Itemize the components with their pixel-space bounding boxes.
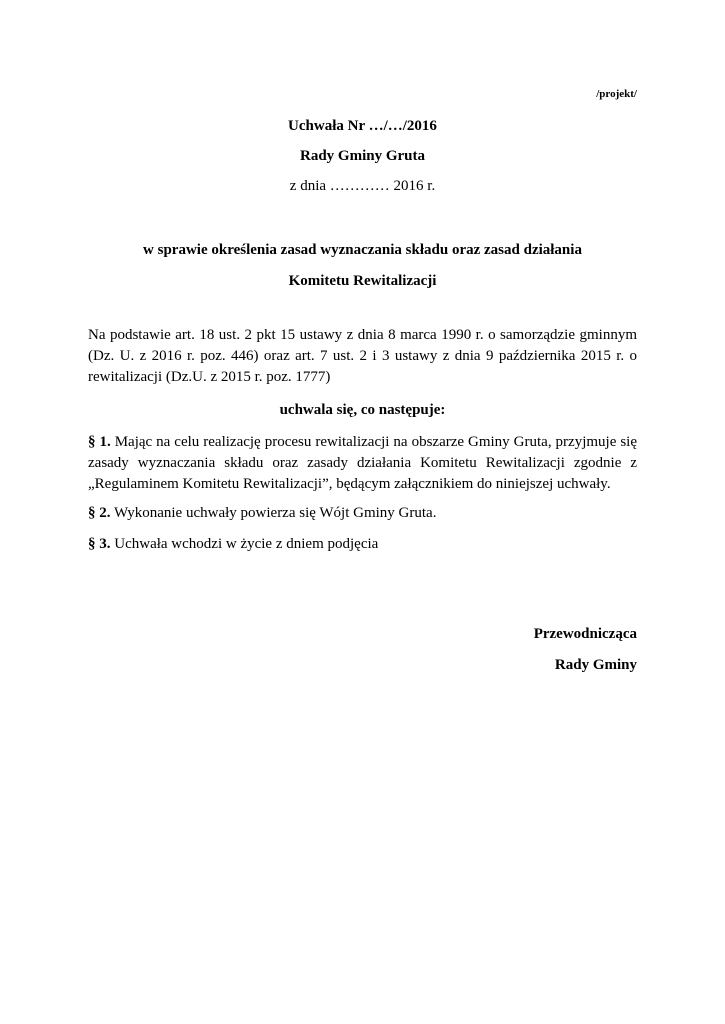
legal-basis-paragraph [88,325,637,388]
subject-line-2: Komitetu Rewitalizacji [288,273,437,289]
section-1-line [88,432,637,453]
section-1-line: „Regulaminem Komitetu Rewitalizacji”, będącym załącznikiem do niniejszej uchwały. [88,476,611,492]
section-3 [88,534,637,555]
legal-basis-line: Na podstawie art. 18 ust. 2 pkt 15 ustawy z dnia 8 marca 1990 r. o samorządzie gminnym [88,327,637,343]
signature-role: Przewodnicząca [533,626,637,642]
draft-label: /projekt/ [596,88,637,100]
resolution-date: z dnia ………… 2016 r. [289,178,436,194]
section-text: Uchwała wchodzi w życie z dniem podjęcia [110,536,379,552]
section-mark: § 3. [88,536,111,552]
section-mark: § 2. [88,505,111,521]
section-2-line [88,503,637,524]
section-mark: § 1. [88,434,111,450]
section-text: Wykonanie uchwały powierza się Wójt Gminy Gruta. [110,505,437,521]
resolves-heading: uchwala się, co następuje: [279,402,446,418]
signature-body: Rady Gminy [554,657,637,673]
section-3-line [88,534,637,555]
section-text: Mając na celu realizację procesu rewitalizacji na obszarze Gminy Gruta, przyjmuje się [110,434,638,450]
council-name: Rady Gminy Gruta [299,148,425,164]
subject-line-1: w sprawie określenia zasad wyznaczania składu oraz zasad działania [143,242,582,258]
legal-basis-line: rewitalizacji (Dz.U. z 2015 r. poz. 1777) [88,369,331,385]
section-2 [88,503,637,524]
section-1 [88,432,637,495]
section-1-line: zasady wyznaczania składu oraz zasady działania Komitetu Rewitalizacji zgodnie z [88,455,637,471]
legal-basis-line: (Dz. U. z 2016 r. poz. 446) oraz art. 7 ust. 2 i 3 ustawy z dnia 9 października 2015 r. o [88,348,637,364]
resolution-title: Uchwała Nr …/…/2016 [288,118,437,134]
